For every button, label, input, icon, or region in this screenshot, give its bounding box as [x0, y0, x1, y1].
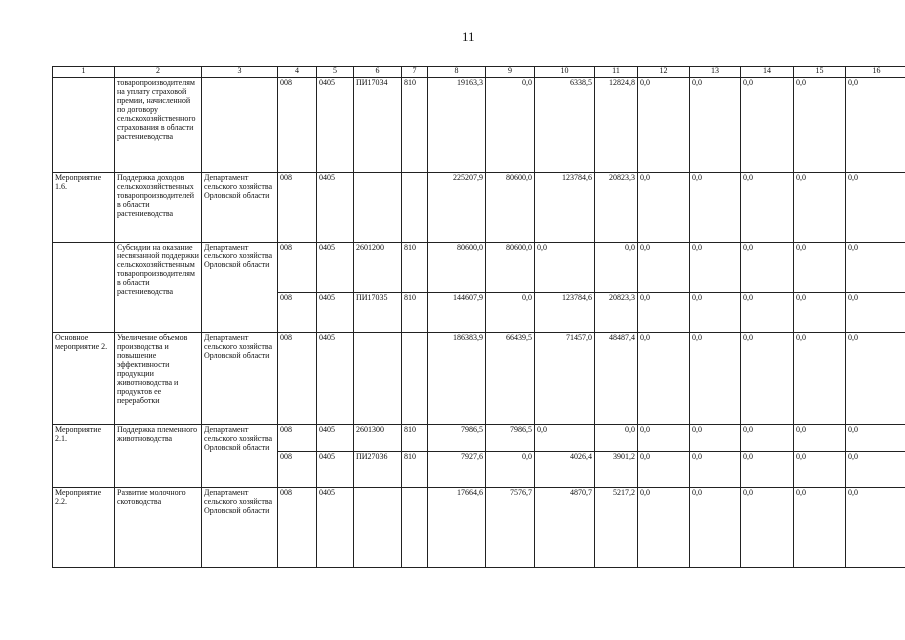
- section-code: 0405: [317, 451, 354, 487]
- section-code: 0405: [317, 172, 354, 242]
- expense-type-code: 810: [402, 292, 428, 332]
- year-amount: 0,0: [595, 242, 638, 292]
- total-amount: 144607,9: [428, 292, 486, 332]
- activity-number: Мероприятие 2.1.: [53, 425, 115, 488]
- year-amount: 0,0: [638, 332, 690, 424]
- expense-type-code: [402, 487, 428, 567]
- activity-number: [53, 242, 115, 332]
- year-amount: 0,0: [846, 242, 905, 292]
- section-code: 0405: [317, 242, 354, 292]
- year-amount: 0,0: [741, 292, 794, 332]
- column-number-row: [53, 67, 905, 78]
- grbs-code: 008: [278, 292, 317, 332]
- target-article-code: [354, 332, 402, 424]
- year-amount: 0,0: [794, 332, 846, 424]
- year-amount: 0,0: [638, 242, 690, 292]
- responsible-executor: [202, 78, 278, 172]
- expense-type-code: [402, 172, 428, 242]
- col-header: 8: [428, 67, 486, 78]
- activity-name: Субсидии на оказание несвязанной поддержки сельскохозяйственным товаропроизводителям в области растениеводства: [115, 242, 202, 332]
- target-article-code: ПИ17035: [354, 292, 402, 332]
- activity-number: Основное мероприятие 2.: [53, 332, 115, 424]
- grbs-code: 008: [278, 332, 317, 424]
- total-amount: 186383,9: [428, 332, 486, 424]
- year-amount: 0,0: [638, 172, 690, 242]
- year-amount: 0,0: [638, 292, 690, 332]
- expense-type-code: 810: [402, 78, 428, 172]
- responsible-executor: Департамент сельского хозяйства Орловской области: [202, 242, 278, 332]
- year-amount: 0,0: [846, 172, 905, 242]
- expense-type-code: [402, 332, 428, 424]
- year-amount: 0,0: [638, 425, 690, 452]
- year-amount: 0,0: [741, 451, 794, 487]
- grbs-code: 008: [278, 78, 317, 172]
- year-amount: 123784,6: [535, 292, 595, 332]
- year-amount: 0,0: [794, 425, 846, 452]
- grbs-code: 008: [278, 451, 317, 487]
- total-amount: 7986,5: [428, 425, 486, 452]
- col-header: 15: [794, 67, 846, 78]
- year-amount: 4026,4: [535, 451, 595, 487]
- col-header: 5: [317, 67, 354, 78]
- year-amount: 0,0: [486, 78, 535, 172]
- page-number: 11: [462, 29, 475, 44]
- section-code: 0405: [317, 332, 354, 424]
- year-amount: 80600,0: [486, 242, 535, 292]
- year-amount: 0,0: [741, 78, 794, 172]
- col-header: 9: [486, 67, 535, 78]
- year-amount: 0,0: [690, 332, 741, 424]
- year-amount: 80600,0: [486, 172, 535, 242]
- total-amount: 80600,0: [428, 242, 486, 292]
- section-code: 0405: [317, 292, 354, 332]
- col-header: 2: [115, 67, 202, 78]
- col-header: 14: [741, 67, 794, 78]
- activity-name: Увеличение объемов производства и повышение эффективности продукции животноводства и продуктов ее переработки: [115, 332, 202, 424]
- year-amount: 123784,6: [535, 172, 595, 242]
- table-row: [53, 242, 905, 292]
- grbs-code: 008: [278, 487, 317, 567]
- year-amount: 20823,3: [595, 172, 638, 242]
- year-amount: 4870,7: [535, 487, 595, 567]
- activity-number: Мероприятие 1.6.: [53, 172, 115, 242]
- col-header: 4: [278, 67, 317, 78]
- table-row: [53, 172, 905, 242]
- year-amount: 0,0: [846, 451, 905, 487]
- target-article-code: 2601300: [354, 425, 402, 452]
- year-amount: 0,0: [486, 292, 535, 332]
- year-amount: 20823,3: [595, 292, 638, 332]
- year-amount: 0,0: [846, 292, 905, 332]
- table-row: [53, 78, 905, 172]
- table-row: [53, 332, 905, 424]
- year-amount: 7986,5: [486, 425, 535, 452]
- target-article-code: ПИ27036: [354, 451, 402, 487]
- year-amount: 0,0: [794, 451, 846, 487]
- table-row: [53, 425, 905, 452]
- year-amount: 0,0: [741, 425, 794, 452]
- year-amount: 0,0: [846, 78, 905, 172]
- year-amount: 12824,8: [595, 78, 638, 172]
- col-header: 3: [202, 67, 278, 78]
- year-amount: 0,0: [741, 242, 794, 292]
- grbs-code: 008: [278, 172, 317, 242]
- section-code: 0405: [317, 487, 354, 567]
- year-amount: 0,0: [741, 487, 794, 567]
- year-amount: 0,0: [690, 487, 741, 567]
- target-article-code: ПИ17034: [354, 78, 402, 172]
- year-amount: 0,0: [690, 451, 741, 487]
- activity-name: товаропроизводителям на уплату страховой премии, начисленной по договору сельскохозяйственного страхования в области растениеводства: [115, 78, 202, 172]
- total-amount: 7927,6: [428, 451, 486, 487]
- grbs-code: 008: [278, 425, 317, 452]
- year-amount: 0,0: [846, 425, 905, 452]
- year-amount: 0,0: [486, 451, 535, 487]
- expense-type-code: 810: [402, 242, 428, 292]
- col-header: 7: [402, 67, 428, 78]
- activity-number: Мероприятие 2.2.: [53, 487, 115, 567]
- year-amount: 0,0: [535, 425, 595, 452]
- col-header: 1: [53, 67, 115, 78]
- year-amount: 0,0: [638, 78, 690, 172]
- year-amount: 6338,5: [535, 78, 595, 172]
- responsible-executor: Департамент сельского хозяйства Орловской области: [202, 332, 278, 424]
- year-amount: 0,0: [595, 425, 638, 452]
- activity-name: Развитие молочного скотоводства: [115, 487, 202, 567]
- activity-name: Поддержка племенного животноводства: [115, 425, 202, 488]
- year-amount: 0,0: [794, 172, 846, 242]
- budget-table: [52, 66, 905, 568]
- col-header: 6: [354, 67, 402, 78]
- year-amount: 0,0: [794, 292, 846, 332]
- year-amount: 0,0: [794, 487, 846, 567]
- section-code: 0405: [317, 425, 354, 452]
- year-amount: 0,0: [794, 78, 846, 172]
- year-amount: 3901,2: [595, 451, 638, 487]
- year-amount: 71457,0: [535, 332, 595, 424]
- expense-type-code: 810: [402, 451, 428, 487]
- target-article-code: [354, 487, 402, 567]
- target-article-code: [354, 172, 402, 242]
- grbs-code: 008: [278, 242, 317, 292]
- year-amount: 0,0: [741, 332, 794, 424]
- activity-name: Поддержка доходов сельскохозяйственных товаропроизводителей в области растениеводства: [115, 172, 202, 242]
- responsible-executor: Департамент сельского хозяйства Орловской области: [202, 425, 278, 488]
- responsible-executor: Департамент сельского хозяйства Орловской области: [202, 487, 278, 567]
- year-amount: 0,0: [690, 242, 741, 292]
- year-amount: 0,0: [846, 487, 905, 567]
- total-amount: 19163,3: [428, 78, 486, 172]
- year-amount: 0,0: [741, 172, 794, 242]
- total-amount: 225207,9: [428, 172, 486, 242]
- col-header: 12: [638, 67, 690, 78]
- year-amount: 5217,2: [595, 487, 638, 567]
- year-amount: 0,0: [690, 425, 741, 452]
- total-amount: 17664,6: [428, 487, 486, 567]
- section-code: 0405: [317, 78, 354, 172]
- col-header: 11: [595, 67, 638, 78]
- expense-type-code: 810: [402, 425, 428, 452]
- year-amount: 0,0: [794, 242, 846, 292]
- col-header: 10: [535, 67, 595, 78]
- year-amount: 66439,5: [486, 332, 535, 424]
- year-amount: 0,0: [690, 78, 741, 172]
- year-amount: 7576,7: [486, 487, 535, 567]
- year-amount: 0,0: [638, 487, 690, 567]
- year-amount: 48487,4: [595, 332, 638, 424]
- col-header: 13: [690, 67, 741, 78]
- year-amount: 0,0: [690, 172, 741, 242]
- year-amount: 0,0: [690, 292, 741, 332]
- activity-number: [53, 78, 115, 172]
- year-amount: 0,0: [535, 242, 595, 292]
- col-header: 16: [846, 67, 905, 78]
- year-amount: 0,0: [846, 332, 905, 424]
- responsible-executor: Департамент сельского хозяйства Орловской области: [202, 172, 278, 242]
- year-amount: 0,0: [638, 451, 690, 487]
- table-row: [53, 487, 905, 567]
- target-article-code: 2601200: [354, 242, 402, 292]
